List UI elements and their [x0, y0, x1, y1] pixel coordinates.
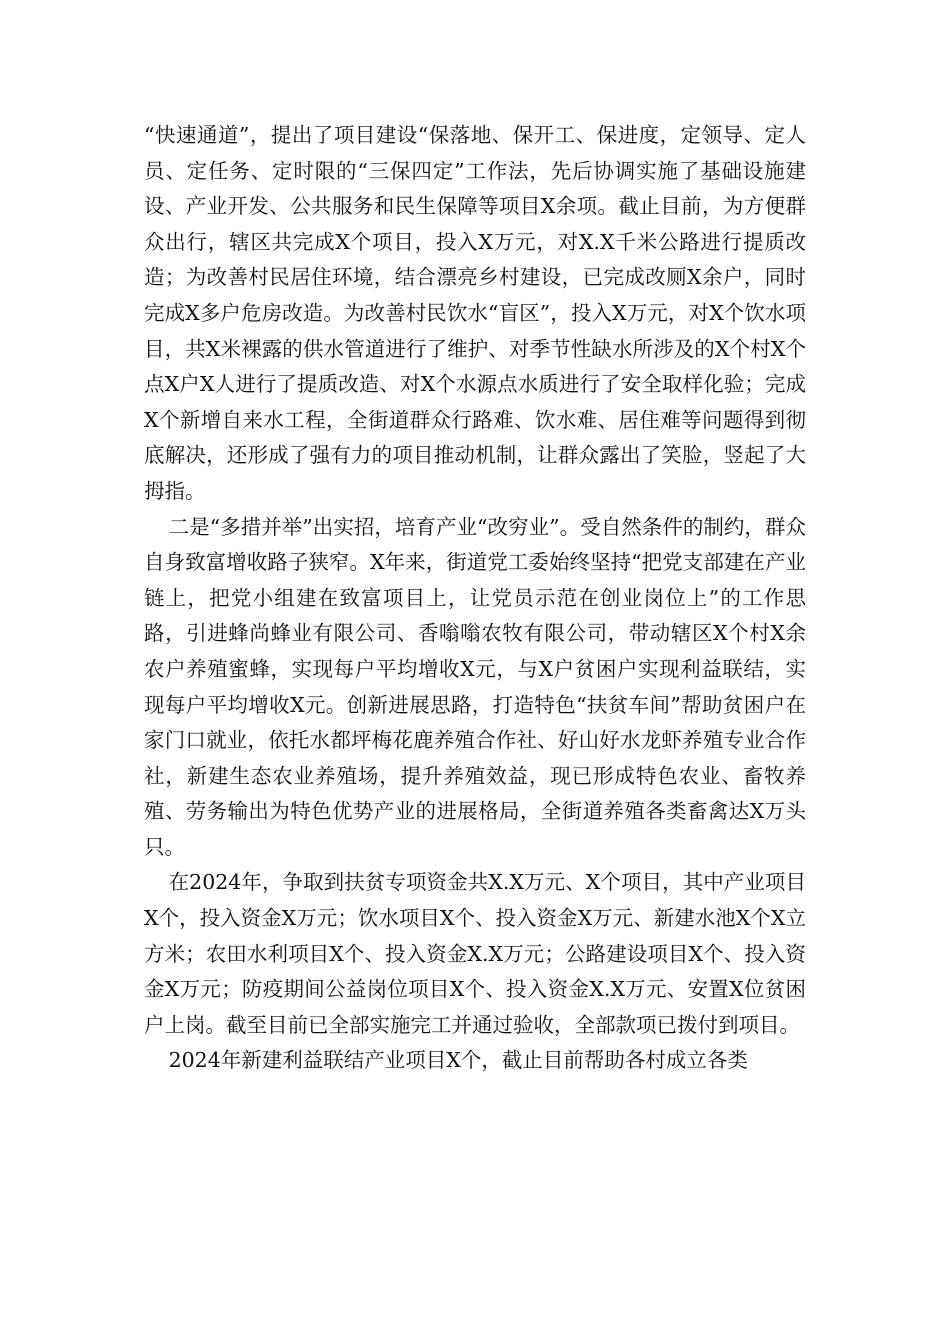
paragraph-projects: 2024年新建利益联结产业项目X个，截止目前帮助各村成立各类 [168, 1048, 748, 1073]
paragraph-infrastructure: “快速通道”，提出了项目建设“保落地、保开工、保进度，定领导、定人员、定任务、定时限的“三保四定”工作法，先后协调实施了基础设施建设、产业开发、公共服务和民生保障等项目X余项。截止目前，为方便群众出行，辖区共完成X个项目，投入X万元，对X.X千米公路进行提质改造；为改善村民居住环境，结合漂亮乡村建设，已完成改厕X余户，同时完成X多户危房改造。为改善村民饮水“盲区”，投入X万元，对X个饮水项目，共X米裸露的供水管道进行了维护、对季节性缺水所涉及的X个村X个点X户X人进行了提质改造、对X个水源点水质进行了安全取样化验；完成X个新增自来水工程，全街道群众行路难、饮水难、居住难等问题得到彻底解决，还形成了强有力的项目推动机制，让群众露出了笑脸，竖起了大拇指。 [144, 123, 806, 503]
document-page [144, 118, 806, 1079]
paragraph-funding: 在2024年，争取到扶贫专项资金共X.X万元、X个项目，其中产业项目X个，投入资金X万元；饮水项目X个、投入资金X万元、新建水池X个X立方米；农田水利项目X个、投入资金X.X万元；公路建设项目X个、投入资金X万元；防疫期间公益岗位项目X个、投入资金X.X万元、安置X位贫困户上岗。截至目前已全部实施完工并通过验收，全部款项已拨付到项目。 [144, 870, 806, 1037]
paragraph-industry: 二是“多措并举”出实招，培育产业“改穷业”。受自然条件的制约，群众自身致富增收路子狭窄。X年来，街道党工委始终坚持“把党支部建在产业链上，把党小组建在致富项目上，让党员示范在创业岗位上”的工作思路，引进蜂尚蜂业有限公司、香嗡嗡农牧有限公司，带动辖区X个村X余农户养殖蜜蜂，实现每户平均增收X元，与X户贫困户实现利益联结，实现每户平均增收X元。创新进展思路，打造特色“扶贫车间”帮助贫困户在家门口就业，依托水都坪梅花鹿养殖合作社、好山好水龙虾养殖专业合作社，新建生态农业养殖场，提升养殖效益，现已形成特色农业、畜牧养殖、劳务输出为特色优势产业的进展格局，全街道养殖各类畜禽达X万头只。 [144, 514, 806, 859]
